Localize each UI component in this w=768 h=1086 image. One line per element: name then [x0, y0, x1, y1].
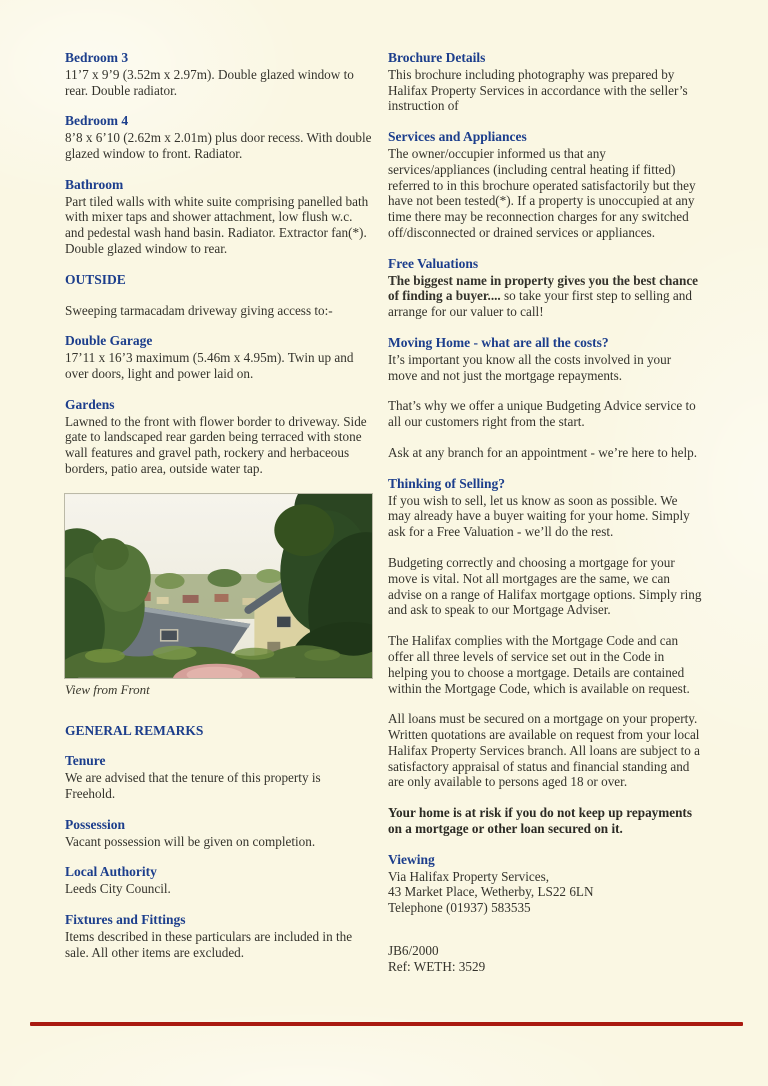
section-local-authority	[65, 864, 372, 897]
section-brochure-details	[388, 50, 702, 114]
section-heading: Free Valuations	[388, 255, 479, 271]
section-possession	[65, 817, 372, 850]
section-body: Part tiled walls with white suite comprising panelled bath with mixer taps and shower attachment, low flush w.c. and pedestal wash hand basin. Radiator. Extractor fan(*). Double glazed window to rear.	[65, 193, 369, 256]
section-body: Leeds City Council.	[65, 881, 171, 897]
section-heading: Services and Appliances	[388, 129, 527, 145]
section-body: Items described in these particulars are included in the sale. All other items are excluded.	[65, 928, 353, 960]
section-free-valuations	[388, 256, 702, 320]
viewing-line: Via Halifax Property Services,	[388, 868, 550, 884]
section-paragraph: Budgeting correctly and choosing a mortgage for your move is vital. Not all mortgages are the same, we can advise on a range of Halifax mortgage options. Simply ring and ask to speak to our Mortgage Adviser.	[388, 554, 702, 618]
bold-lead-text: The biggest name in property gives you the best chance of finding a buyer....	[388, 272, 699, 304]
section-heading: Bathroom	[65, 176, 124, 192]
section-paragraph: Ask at any branch for an appointment - we’re here to help.	[388, 444, 698, 460]
property-photo-figure	[65, 494, 372, 698]
section-body	[388, 273, 702, 320]
section-body: This brochure including photography was prepared by Halifax Property Services in accordance with the seller’s instruction of	[388, 66, 688, 114]
red-divider-rule	[30, 1022, 743, 1026]
section-heading: Local Authority	[65, 864, 157, 880]
section-body: 17’11 x 16’3 maximum (5.46m x 4.95m). Twin up and over doors, light and power laid on.	[65, 350, 354, 381]
section-heading: Brochure Details	[388, 50, 486, 65]
section-heading: Tenure	[65, 753, 106, 769]
section-body: Lawned to the front with flower border to driveway. Side gate to landscaped rear garden being terraced with stone wall features and gravel path, rockery and herbaceous borders, patio area, outside water tap.	[65, 413, 367, 476]
section-viewing	[388, 852, 702, 916]
section-heading: OUTSIDE	[65, 271, 126, 287]
section-bedroom-3	[65, 50, 372, 98]
section-services-and-appliances	[388, 129, 702, 241]
section-body: 8’8 x 6’10 (2.62m x 2.01m) plus door recess. With double glazed window to front. Radiator.	[65, 130, 372, 161]
section-heading: Thinking of Selling?	[388, 475, 506, 491]
section-body: 11’7 x 9’9 (3.52m x 2.97m). Double glazed window to rear. Double radiator.	[65, 66, 354, 98]
section-heading: Bedroom 4	[65, 113, 129, 129]
section-body: The owner/occupier informed us that any services/appliances (including central heating if fitted) referred to in this brochure operated satisfactorily but they have not been tested(*). If a property is unoccupied at any time there may be reconnection charges for any switched off/disconnected or drained services or appliances.	[388, 145, 696, 240]
section-outside	[65, 272, 372, 319]
section-heading: Possession	[65, 816, 126, 832]
section-tenure	[65, 753, 372, 801]
lead-rest-text: so take your first step to selling and arrange for our valuer to call!	[388, 288, 692, 320]
property-photo	[65, 494, 372, 678]
section-heading: Bedroom 3	[65, 50, 129, 65]
section-body: We are advised that the tenure of this property is Freehold.	[65, 770, 321, 801]
section-paragraph: That’s why we offer a unique Budgeting Advice service to all our customers right from the start.	[388, 398, 696, 430]
footer-codes	[388, 943, 702, 975]
section-double-garage	[65, 333, 372, 381]
section-heading: Fixtures and Fittings	[65, 911, 186, 927]
section-thinking-of-selling	[388, 476, 702, 791]
right-column	[388, 50, 702, 975]
brochure-code: JB6/2000	[388, 943, 439, 959]
section-bedroom-4	[65, 113, 372, 161]
section-gardens	[65, 397, 372, 477]
section-body: Vacant possession will be given on completion.	[65, 833, 316, 849]
section-moving-home	[388, 335, 702, 461]
section-heading: Moving Home - what are all the costs?	[388, 334, 609, 350]
section-heading: Viewing	[388, 851, 435, 867]
section-paragraph: All loans must be secured on a mortgage on your property. Written quotations are available on request from your local Halifax Property Services branch. All loans are subject to a satisfactory appraisal of status and financial standing and are only available to persons aged 18 or over.	[388, 711, 701, 790]
section-bathroom	[65, 177, 372, 257]
risk-warning-text: Your home is at risk if you do not keep up repayments on a mortgage or other loan secured on it.	[388, 805, 692, 837]
section-paragraph: If you wish to sell, let us know as soon as possible. We may already have a buyer waiting for your home. Simply ask for a Free Valuation - we’ll do the rest.	[388, 492, 690, 540]
section-heading: Double Garage	[65, 333, 153, 349]
section-paragraph: The Halifax complies with the Mortgage Code and can offer all three levels of service set out in the Code in helping you to choose a mortgage. Details are contained within the Mortgage Code, which is available on request.	[388, 633, 690, 696]
left-column	[65, 50, 372, 975]
viewing-line: 43 Market Place, Wetherby, LS22 6LN	[388, 884, 594, 900]
section-paragraph: It’s important you know all the costs involved in your move and not just the mortgage repayments.	[388, 351, 672, 383]
view-from-front-photo-graphic	[65, 494, 372, 678]
brochure-ref: Ref: WETH: 3529	[388, 958, 486, 974]
section-heading: Gardens	[65, 396, 115, 412]
viewing-line: Telephone (01937) 583535	[388, 900, 531, 916]
photo-caption: View from Front	[65, 681, 150, 697]
section-fixtures-and-fittings	[65, 912, 372, 960]
section-body: Sweeping tarmacadam driveway giving access to:-	[65, 302, 333, 318]
general-remarks-heading: GENERAL REMARKS	[65, 722, 204, 738]
